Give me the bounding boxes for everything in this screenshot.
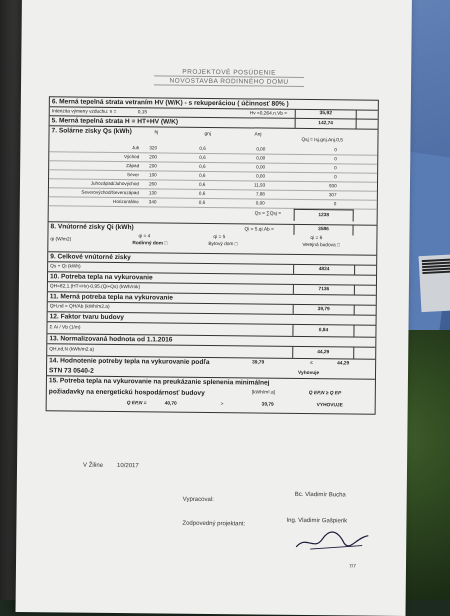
col-hj: hj — [154, 130, 159, 136]
section-14-result: Vyhovuje — [297, 370, 320, 377]
solar-row-anj: 0,00 — [256, 173, 266, 179]
page-number: 7/7 — [348, 563, 356, 570]
section-11-value-box — [293, 305, 355, 315]
section-6-formula: Hv =0,264.n.Vb = — [249, 111, 288, 117]
section-6-sub-label: Intenzita výmeny vzduchu: n = — [51, 109, 117, 115]
solar-row-anj: 0,00 — [256, 155, 266, 161]
section-12-value-box — [292, 325, 354, 337]
section-9-value-box — [293, 265, 355, 275]
header-line-2: NOVOSTAVBA RODINNÉHO DOMU — [154, 77, 304, 87]
section-15-condition: Q EP,N ≥ Q EP — [308, 391, 342, 397]
section-9-formula: Qs + Qi (kWh) — [50, 264, 81, 270]
header-line-1: PROJEKTOVÉ POSÚDENIE — [154, 68, 304, 78]
signature — [292, 525, 372, 554]
section-10-value: 7136 — [318, 287, 330, 293]
qi-verejna: qi = 6 — [310, 236, 323, 242]
footer-resp: Ing. Vladimír Gašpierik — [286, 517, 348, 525]
section-15-v2: 39,79 — [261, 402, 274, 408]
qi-verejna-desc: Verejná budova □ — [302, 242, 340, 249]
section-15 — [47, 376, 375, 413]
background-barcode-label — [419, 254, 450, 312]
section-11-value: 39,79 — [317, 307, 330, 313]
section-8-value-box — [293, 225, 353, 236]
section-8-formula: Qi = 5.qi.Ab = — [244, 227, 274, 233]
solar-sum-value: 1238 — [318, 213, 330, 219]
qi-bytovy: qi = 5 — [213, 235, 226, 241]
section-6-n-value: 0,15 — [137, 110, 148, 116]
section-15-title-1: 15. Potreba tepla na vykurovanie na preukázanie splenenia minimálnej — [48, 377, 270, 387]
solar-row-hj: 100 — [149, 172, 157, 178]
section-6-title: 6. Merná tepelná strata vetraním HV (W/K) - s rekuperáciou ( účinnosť 80% ) — [51, 98, 289, 108]
section-14-v1: 39,79 — [252, 360, 265, 366]
solar-row-name: Juh — [131, 145, 140, 151]
section-5-title: 5. Merná tepelná strata H = HT+HV (W/K) — [51, 117, 179, 126]
col-qsj: Qsj = Isj.gnj.Anj.0,5 — [301, 137, 343, 144]
section-8 — [48, 222, 376, 255]
section-15-unit: [kWh/m².a] — [251, 390, 276, 396]
section-5-value-box — [295, 119, 357, 129]
section-5-value: 142,74 — [318, 121, 333, 127]
solar-row-gnj: 0,6 — [199, 154, 206, 160]
solar-row-hj: 200 — [149, 163, 157, 169]
solar-row-name: Horizontálne — [112, 198, 139, 205]
section-14-sym: ≤ — [310, 361, 313, 367]
qi-rodinny: qi = 4 — [138, 234, 151, 240]
solar-row-hj: 320 — [149, 145, 158, 151]
solar-rows — [49, 143, 378, 209]
solar-row-name: Severovýchod/Severozápad — [81, 189, 139, 196]
solar-row-hj: 200 — [149, 154, 157, 160]
solar-row-qsj: 0 — [333, 201, 337, 207]
solar-row-anj: 0,00 — [255, 200, 265, 206]
footer-date: 10/2017 — [117, 463, 139, 470]
section-15-v1: 40,70 — [164, 401, 177, 407]
calculation-table — [46, 96, 379, 414]
solar-sum-label: Qs = ∑Qsj = — [254, 211, 282, 217]
footer-place: V Žiline — [83, 462, 104, 469]
section-13-value: 44,29 — [317, 350, 330, 356]
section-8-unit: qi (W/m2) — [50, 237, 72, 243]
solar-row-qsj: 307 — [328, 192, 337, 198]
section-13-value-box — [292, 347, 354, 359]
section-8-title: 8. Vnútorné zisky Qi (kWh) — [50, 223, 134, 232]
col-anj: Anj — [254, 132, 262, 138]
qi-rodinny-desc: Rodinný dom □ — [132, 241, 168, 247]
solar-row-name: Západ — [126, 163, 140, 169]
solar-row-gnj: 0,6 — [198, 199, 206, 205]
section-13-title: 13. Normalizovaná hodnota od 1.1.2016 — [49, 335, 173, 344]
section-6-value-box — [295, 110, 357, 119]
solar-row-qsj: 930 — [328, 183, 337, 189]
col-gnj: gnj — [204, 131, 211, 137]
section-12-value: 0,84 — [318, 328, 329, 334]
solar-row-gnj: 0,6 — [198, 181, 206, 187]
section-14-v2: 44,29 — [337, 361, 350, 367]
solar-row-qsj: 0 — [334, 165, 337, 171]
section-10-formula: QH=82,1.(HT+Hv)-0,95.(Qi+Qs) (kWh/rok) — [49, 284, 141, 291]
section-10-title: 10. Potreba tepla na vykurovanie — [49, 273, 153, 282]
section-12-formula: Σ Ai / Vb (1/m) — [49, 325, 81, 331]
section-12-title: 12. Faktor tvaru budovy — [49, 313, 125, 322]
solar-row-gnj: 0,6 — [199, 172, 206, 178]
section-7-title: 7. Solárne zisky Qs (kWh) — [51, 127, 132, 136]
section-15-result: VYHOVUJE — [316, 403, 343, 409]
solar-row-gnj: 0,6 — [198, 190, 206, 196]
footer-author-label: Vypracoval: — [182, 496, 214, 504]
document-page — [16, 0, 412, 616]
section-11-formula: QH,nd = QH/Ab (kWh/m2.a) — [49, 304, 110, 310]
section-11-title: 11. Merná potreba tepla na vykurovanie — [49, 293, 173, 302]
section-14-title-1: 14. Hodnotenie potreby tepla na vykurovanie podľa — [49, 357, 210, 366]
solar-row-hj: 260 — [148, 181, 157, 187]
section-9-title: 9. Celkové vnútorné zisky — [50, 253, 131, 262]
solar-row-gnj: 0,6 — [199, 145, 206, 151]
solar-row-qsj: 0 — [334, 174, 337, 180]
section-14-title-2: STN 73 0540-2 — [48, 367, 94, 375]
section-8-value: 3586 — [318, 227, 329, 233]
section-15-q-label: Q EP,N = — [126, 401, 147, 407]
section-10-value-box — [293, 285, 355, 295]
solar-row-anj: 7,88 — [255, 191, 265, 197]
section-7 — [49, 126, 378, 225]
footer-author: Bc. Vladimír Bucha — [294, 491, 346, 499]
footer-resp-label: Zodpovedný projektant: — [182, 520, 246, 528]
qi-bytovy-desc: Bytový dom □ — [208, 241, 238, 248]
solar-row-anj: 0,00 — [256, 164, 266, 170]
solar-row-hj: 130 — [148, 190, 157, 196]
solar-row-gnj: 0,6 — [199, 163, 206, 169]
solar-row-name: Juhozápad/Juhovýchod — [90, 180, 140, 187]
solar-row-hj: 340 — [148, 199, 157, 205]
section-15-title-2: požiadavky na energetickú hospodárnosť budovy — [48, 388, 205, 397]
solar-row-anj: 11,93 — [253, 182, 266, 188]
solar-row-qsj: 0 — [334, 147, 337, 153]
solar-row-name: Sever — [127, 172, 140, 178]
solar-sum-box — [294, 209, 354, 222]
section-15-sym: > — [220, 402, 224, 408]
section-6-value: 35,92 — [319, 110, 333, 117]
solar-row-qsj: 0 — [334, 156, 337, 162]
solar-row-name: Východ — [123, 154, 140, 160]
section-9-value: 4824 — [318, 267, 330, 273]
section-13-formula: QH,nd,N (kWh/m2.a) — [49, 347, 95, 353]
solar-row-anj: 0,00 — [256, 146, 266, 152]
